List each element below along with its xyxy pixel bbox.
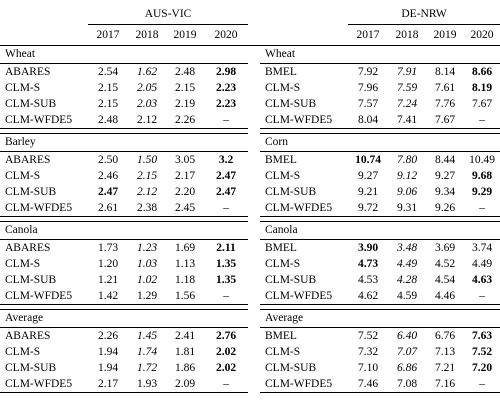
table-cell: 7.52 (471, 346, 493, 358)
table-row (0, 64, 500, 81)
table-cell: 1.94 (97, 362, 119, 374)
row-label: CLM-S (5, 82, 41, 94)
table-row (0, 360, 500, 376)
table-cell: 1.29 (128, 288, 166, 305)
table-row (0, 328, 500, 345)
table-cell: 2.02 (215, 346, 237, 358)
row-label: CLM-SUB (5, 98, 57, 110)
section-title: Barley (0, 134, 248, 152)
year-header: 2018 (388, 25, 426, 46)
table-body (0, 46, 500, 393)
year-header: 2018 (128, 25, 166, 46)
row-label: BMEL (265, 330, 297, 342)
table-row (0, 272, 500, 288)
row-label: CLM-S (5, 346, 41, 358)
table-cell: 4.49 (396, 258, 418, 270)
table-cell: 2.12 (128, 112, 166, 129)
table-cell: 1.45 (136, 330, 158, 342)
section-title-row (0, 134, 500, 152)
table-cell: 7.24 (396, 98, 418, 110)
table-row (0, 80, 500, 96)
table-row (0, 96, 500, 112)
year-header-row (0, 25, 500, 46)
table-cell: 1.62 (136, 66, 158, 78)
table-cell: 4.54 (434, 274, 456, 286)
table-cell: – (204, 112, 248, 129)
table-cell: 9.06 (396, 186, 418, 198)
table-cell: 2.61 (88, 200, 128, 217)
row-label: CLM-WFDE5 (0, 376, 88, 393)
table-cell: 2.26 (166, 112, 204, 129)
table-cell: 7.91 (396, 66, 418, 78)
table-row (0, 112, 500, 129)
table-cell: 2.03 (136, 98, 158, 110)
section-title-row (0, 222, 500, 240)
row-label: CLM-SUB (265, 98, 317, 110)
table-cell: 2.15 (97, 82, 119, 94)
table-cell: 1.56 (166, 288, 204, 305)
table-cell: – (464, 200, 500, 217)
row-label: ABARES (5, 330, 51, 342)
row-label: CLM-SUB (265, 362, 317, 374)
table-cell: 1.20 (97, 258, 119, 270)
table-cell: 10.49 (469, 154, 495, 166)
table-cell: 9.68 (471, 170, 493, 182)
row-label: CLM-S (265, 82, 301, 94)
table-cell: 4.73 (357, 258, 379, 270)
table-cell: 7.08 (388, 376, 426, 393)
table-cell: 2.54 (97, 66, 119, 78)
table-cell: 9.27 (434, 170, 456, 182)
row-label: CLM-SUB (265, 274, 317, 286)
row-label: CLM-SUB (5, 362, 57, 374)
table-cell: 2.19 (174, 98, 196, 110)
year-header: 2019 (426, 25, 464, 46)
table-cell: – (464, 288, 500, 305)
region-header-de-nrw: DE-NRW (348, 4, 500, 25)
row-label: CLM-WFDE5 (260, 288, 348, 305)
table-cell: 7.76 (434, 98, 456, 110)
region-header-aus-vic: AUS-VIC (88, 4, 248, 25)
row-label: CLM-S (265, 258, 301, 270)
table-cell: 2.46 (97, 170, 119, 182)
table-cell: 7.07 (396, 346, 418, 358)
table-cell: 7.57 (357, 98, 379, 110)
table-cell: 4.63 (471, 274, 493, 286)
table-cell: 2.47 (215, 170, 237, 182)
row-label: CLM-S (265, 346, 301, 358)
table-cell: 2.11 (216, 242, 236, 254)
table-cell: 2.47 (97, 186, 119, 198)
table-cell: 7.92 (357, 66, 379, 78)
row-label: CLM-WFDE5 (260, 376, 348, 393)
table-cell: 2.15 (136, 170, 158, 182)
table-cell: 4.62 (348, 288, 388, 305)
table-cell: 3.05 (174, 154, 196, 166)
table-cell: 7.59 (396, 82, 418, 94)
table-cell: 7.13 (434, 346, 456, 358)
table-row (0, 288, 500, 305)
table-cell: 2.26 (97, 330, 119, 342)
table-cell: 2.09 (166, 376, 204, 393)
table-cell: 1.69 (174, 242, 196, 254)
table-cell: 8.14 (434, 66, 456, 78)
section-title: Wheat (0, 46, 248, 64)
section-title: Canola (260, 222, 500, 240)
row-label: CLM-WFDE5 (260, 112, 348, 129)
table-cell: 4.49 (471, 258, 493, 270)
table-cell: 7.46 (348, 376, 388, 393)
table-cell: 7.10 (357, 362, 379, 374)
table-cell: 7.32 (357, 346, 379, 358)
table-cell: 7.67 (426, 112, 464, 129)
table-row (0, 200, 500, 217)
year-header: 2017 (88, 25, 128, 46)
table-cell: – (464, 112, 500, 129)
table-cell: 7.41 (388, 112, 426, 129)
table-cell: 7.96 (357, 82, 379, 94)
table-cell: 1.50 (136, 154, 158, 166)
table-cell: 2.50 (97, 154, 119, 166)
table-cell: 6.86 (396, 362, 418, 374)
table-cell: 3.2 (218, 154, 234, 166)
row-label: CLM-WFDE5 (0, 112, 88, 129)
table-cell: 7.16 (426, 376, 464, 393)
table-cell: 6.76 (434, 330, 456, 342)
table-cell: – (204, 288, 248, 305)
table-cell: 2.05 (136, 82, 158, 94)
table-row (0, 184, 500, 200)
row-label: BMEL (265, 242, 297, 254)
table-cell: 1.72 (136, 362, 158, 374)
table-cell: 2.23 (215, 98, 237, 110)
table-cell: 3.69 (434, 242, 456, 254)
table-cell: 6.40 (396, 330, 418, 342)
table-cell: 8.66 (471, 66, 493, 78)
row-label: CLM-WFDE5 (0, 288, 88, 305)
row-label: CLM-WFDE5 (260, 200, 348, 217)
table-row (0, 240, 500, 257)
table-cell: 1.21 (97, 274, 119, 286)
table-cell: 9.29 (471, 186, 493, 198)
table-cell: 2.76 (215, 330, 237, 342)
table-cell: 1.23 (136, 242, 158, 254)
table-cell: – (464, 376, 500, 393)
year-header: 2020 (204, 25, 248, 46)
table-cell: 1.93 (128, 376, 166, 393)
table-cell: 2.38 (128, 200, 166, 217)
table-cell: 9.27 (357, 170, 379, 182)
row-label: BMEL (265, 66, 297, 78)
row-label: CLM-SUB (5, 186, 57, 198)
table-cell: 2.47 (215, 186, 237, 198)
table-row (0, 256, 500, 272)
row-label: ABARES (5, 154, 51, 166)
table-cell: 9.72 (348, 200, 388, 217)
section-title: Average (0, 310, 248, 328)
section-title: Canola (0, 222, 248, 240)
table-cell: 2.48 (88, 112, 128, 129)
table-cell: 2.17 (174, 170, 196, 182)
table-cell: 3.74 (471, 242, 493, 254)
year-header: 2017 (348, 25, 388, 46)
table-cell: 4.53 (357, 274, 379, 286)
table-cell: 2.15 (174, 82, 196, 94)
table-cell: 8.44 (434, 154, 456, 166)
table-cell: 2.15 (97, 98, 119, 110)
table-cell: 9.34 (434, 186, 456, 198)
row-label: CLM-SUB (5, 274, 57, 286)
region-header-row (0, 4, 500, 25)
table-cell: 4.28 (396, 274, 418, 286)
row-label: BMEL (265, 154, 297, 166)
table-cell: 1.18 (174, 274, 196, 286)
table-cell: 2.12 (136, 186, 158, 198)
row-label: CLM-S (5, 170, 41, 182)
table-cell: 2.48 (174, 66, 196, 78)
yield-comparison-table (0, 4, 500, 393)
table-row (0, 168, 500, 184)
section-title: Wheat (260, 46, 500, 64)
table-cell: – (204, 200, 248, 217)
table-cell: 7.63 (471, 330, 493, 342)
table-cell: 2.45 (166, 200, 204, 217)
row-label: CLM-S (265, 170, 301, 182)
row-label: CLM-WFDE5 (0, 200, 88, 217)
table-cell: 1.13 (174, 258, 196, 270)
table-row (0, 152, 500, 169)
table-cell: 1.94 (97, 346, 119, 358)
table-cell: 1.81 (174, 346, 196, 358)
table-cell: 2.23 (215, 82, 237, 94)
table-cell: 4.59 (388, 288, 426, 305)
table-cell: 2.98 (215, 66, 237, 78)
table-cell: 1.73 (97, 242, 119, 254)
year-header: 2019 (166, 25, 204, 46)
table-cell: 1.35 (215, 258, 237, 270)
table-cell: 7.20 (471, 362, 493, 374)
table-cell: 7.21 (434, 362, 456, 374)
row-label: CLM-SUB (265, 186, 317, 198)
section-title: Corn (260, 134, 500, 152)
table-cell: 1.86 (174, 362, 196, 374)
table-cell: 10.74 (355, 154, 381, 166)
row-label: CLM-S (5, 258, 41, 270)
table-cell: 8.19 (471, 82, 493, 94)
table-cell: 9.12 (396, 170, 418, 182)
table-cell: 3.48 (396, 242, 418, 254)
table-cell: 2.20 (174, 186, 196, 198)
table-cell: 4.52 (434, 258, 456, 270)
row-label: ABARES (5, 242, 51, 254)
table-cell: 2.02 (215, 362, 237, 374)
table-cell: 2.41 (174, 330, 196, 342)
year-header: 2020 (464, 25, 500, 46)
table-cell: 1.74 (136, 346, 158, 358)
table-cell: 1.02 (136, 274, 158, 286)
table-cell: 9.21 (357, 186, 379, 198)
section-title-row (0, 310, 500, 328)
table-cell: 9.31 (388, 200, 426, 217)
row-label: ABARES (5, 66, 51, 78)
table-cell: – (204, 376, 248, 393)
table-row (0, 344, 500, 360)
table-cell: 2.17 (88, 376, 128, 393)
table-cell: 7.67 (471, 98, 493, 110)
section-title: Average (260, 310, 500, 328)
table-cell: 1.42 (88, 288, 128, 305)
table-cell: 1.35 (215, 274, 237, 286)
section-title-row (0, 46, 500, 64)
table-cell: 3.90 (357, 242, 379, 254)
table-cell: 1.03 (136, 258, 158, 270)
table-cell: 4.46 (426, 288, 464, 305)
table-cell: 9.26 (426, 200, 464, 217)
table-row (0, 376, 500, 393)
table-cell: 7.80 (396, 154, 418, 166)
table-cell: 7.61 (434, 82, 456, 94)
table-cell: 7.52 (357, 330, 379, 342)
table-cell: 8.04 (348, 112, 388, 129)
